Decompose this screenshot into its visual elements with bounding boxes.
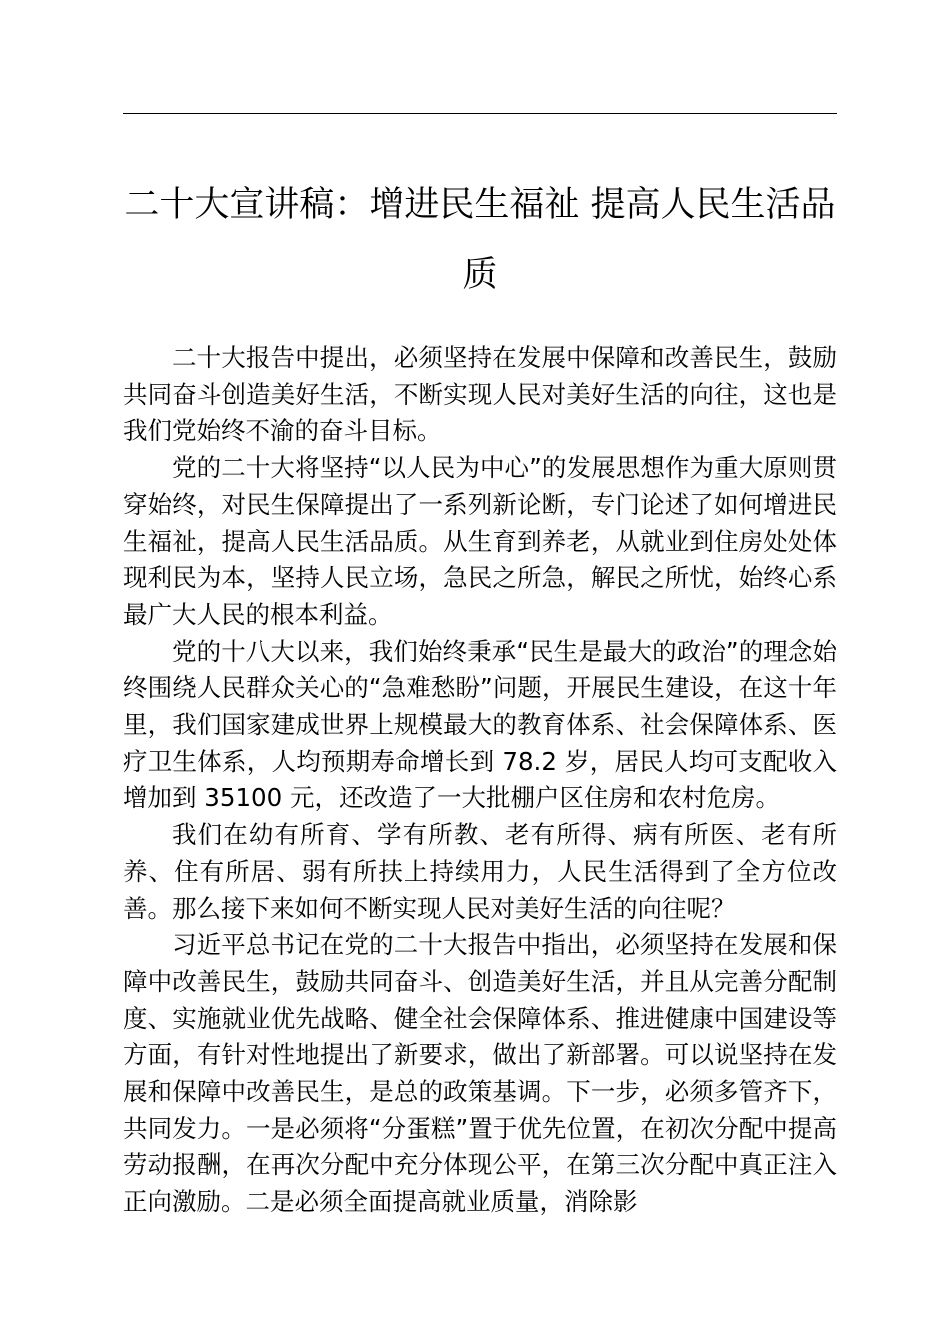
document-title: 二十大宣讲稿：增进民生福祉 提高人民生活品质: [124, 185, 836, 295]
paragraph-3: 党的十八大以来，我们始终秉承“民生是最大的政治”的理念始终围绕人民群众关心的“急难愁盼”问题，开展民生建设，在这十年里，我们国家建成世界上规模最大的教育体系、社会保障体系、医疗卫生体系，人均预期寿命增长到 78.2 岁，居民人均可支配收入增加到 35100 元，还改造了一大批棚户区住房和农村危房。: [123, 636, 837, 813]
paragraph-5: 习近平总书记在党的二十大报告中指出，必须坚持在发展和保障中改善民生，鼓励共同奋斗、创造美好生活，并且从完善分配制度、实施就业优先战略、健全社会保障体系、推进健康中国建设等方面，有针对性地提出了新要求，做出了新部署。可以说坚持在发展和保障中改善民生，是总的政策基调。下一步，必须多管齐下，共同发力。一是必须将“分蛋糕”置于优先位置，在初次分配中提高劳动报酬，在再次分配中充分体现公平，在第三次分配中真正注入正向激励。二是必须全面提高就业质量，消除影: [123, 930, 837, 1217]
paragraph-2: 党的二十大将坚持“以人民为中心”的发展思想作为重大原则贯穿始终，对民生保障提出了一系列新论断，专门论述了如何增进民生福祉，提高人民生活品质。从生育到养老，从就业到住房处处体现利民为本，坚持人民立场，急民之所急，解民之所忧，始终心系最广大人民的根本利益。: [123, 453, 837, 629]
header-rule: [123, 113, 837, 114]
document-body: [123, 340, 837, 1221]
paragraph-1: 二十大报告中提出，必须坚持在发展中保障和改善民生，鼓励共同奋斗创造美好生活，不断实现人民对美好生活的向往，这也是我们党始终不渝的奋斗目标。: [123, 343, 837, 446]
paragraph-4: 我们在幼有所育、学有所教、老有所得、病有所医、老有所养、住有所居、弱有所扶上持续用力，人民生活得到了全方位改善。那么接下来如何不断实现人民对美好生活的向往呢？: [123, 820, 837, 923]
